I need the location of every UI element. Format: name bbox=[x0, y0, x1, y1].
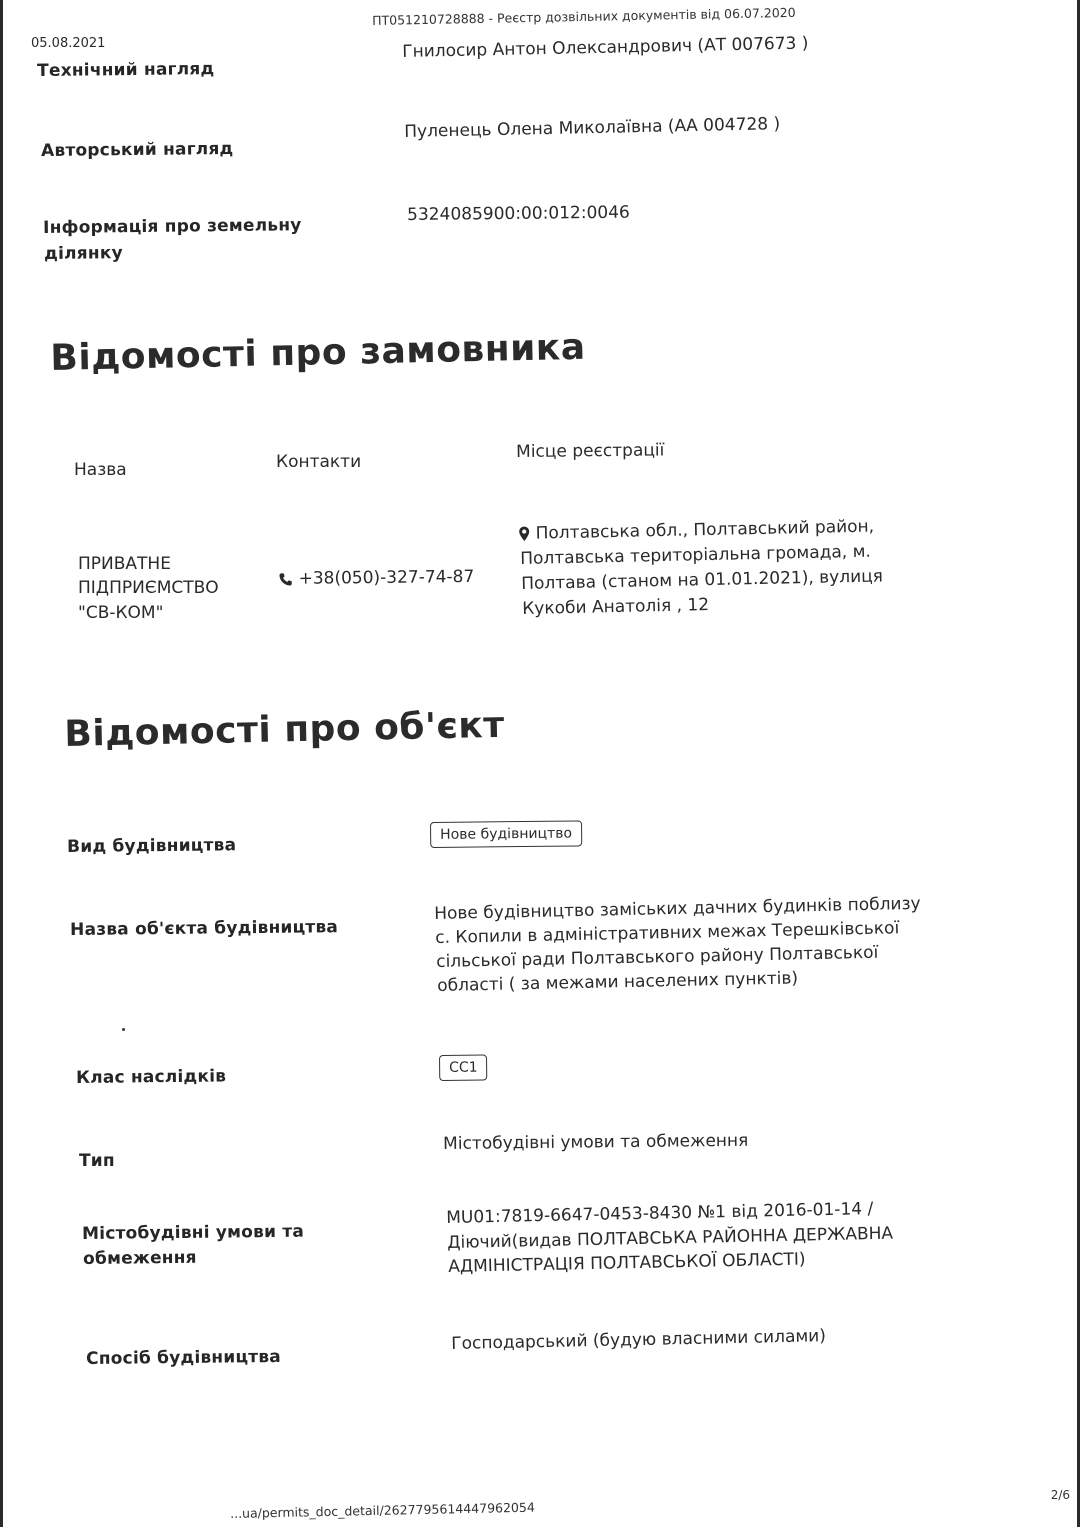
object-name-line3: сільської ради Полтавського району Полтавської bbox=[436, 942, 879, 972]
construction-type-badge: Нове будівництво bbox=[430, 820, 582, 848]
print-date: 05.08.2021 bbox=[31, 36, 106, 51]
object-name-line2: с. Копили в адміністративних межах Терешківської bbox=[435, 918, 900, 948]
object-name-label: Назва об'єкта будівництва bbox=[70, 917, 339, 940]
object-name-line1: Нове будівництво заміських дачних будинків поблизу bbox=[434, 893, 921, 924]
consequence-class-badge-wrap bbox=[439, 1054, 488, 1081]
urban-conditions-line2: Діючий(видав ПОЛТАВСЬКА РАЙОННА ДЕРЖАВНА bbox=[447, 1223, 894, 1253]
object-name-line4: області ( за межами населених пунктів) bbox=[437, 968, 799, 996]
phone-icon bbox=[278, 571, 293, 586]
customer-section-heading: Відомості про замовника bbox=[50, 326, 586, 379]
consequence-class-label: Клас наслідків bbox=[76, 1066, 227, 1088]
customer-address-line2: Полтавська територіальна громада, м. bbox=[520, 541, 872, 569]
customer-name-line2: ПІДПРИЄМСТВО bbox=[78, 578, 219, 598]
urban-conditions-line1: MU01:7819-6647-0453-8430 №1 від 2016-01-14 / bbox=[446, 1199, 874, 1228]
author-supervision-label: Авторський нагляд bbox=[41, 138, 234, 161]
customer-address-line4: Кукоби Анатолія , 12 bbox=[522, 595, 710, 619]
page-number: 2/6 bbox=[1050, 1488, 1070, 1502]
type-label: Тип bbox=[79, 1151, 115, 1171]
footer-url: ...ua/permits_doc_detail/2627795614447962054 bbox=[230, 1499, 535, 1521]
map-pin-icon bbox=[518, 526, 530, 542]
object-section-heading: Відомості про об'єкт bbox=[64, 704, 506, 755]
construction-type-label: Вид будівництва bbox=[67, 835, 237, 857]
type-value: Містобудівні умови та обмеження bbox=[443, 1130, 749, 1154]
land-plot-label-line1: Інформація про земельну bbox=[43, 215, 302, 238]
consequence-class-badge: СС1 bbox=[439, 1054, 488, 1081]
customer-phone-number: +38(050)-327-74-87 bbox=[298, 566, 475, 589]
customer-name-line1: ПРИВАТНЕ bbox=[78, 554, 171, 574]
scan-speck bbox=[122, 1028, 125, 1031]
customer-column-name: Назва bbox=[74, 460, 127, 480]
customer-phone bbox=[278, 565, 474, 591]
construction-type-badge-wrap bbox=[430, 820, 582, 848]
author-supervision-value: Пуленець Олена Миколаївна (АА 004728 ) bbox=[404, 114, 781, 142]
urban-conditions-label-line2: обмеження bbox=[83, 1247, 197, 1269]
customer-column-registration: Місце реєстрації bbox=[516, 440, 665, 462]
construction-method-label: Спосіб будівництва bbox=[86, 1346, 282, 1369]
land-plot-cadastral-number: 5324085900:00:012:0046 bbox=[407, 202, 630, 225]
scan-edge-left bbox=[0, 0, 3, 1527]
customer-address-text-line1: Полтавська обл., Полтавський район, bbox=[535, 516, 875, 544]
urban-conditions-label-line1: Містобудівні умови та bbox=[82, 1221, 305, 1244]
construction-method-value: Господарський (будую власними силами) bbox=[451, 1326, 827, 1354]
land-plot-label-line2: ділянку bbox=[44, 243, 123, 264]
urban-conditions-line3: АДМІНІСТРАЦІЯ ПОЛТАВСЬКОЇ ОБЛАСТІ) bbox=[448, 1249, 806, 1277]
registry-line: ПТ051210728888 - Реєстр дозвільних документів від 06.07.2020 bbox=[372, 4, 796, 28]
customer-name-line3: "СВ-КОМ" bbox=[78, 603, 164, 623]
customer-address-line3: Полтава (станом на 01.01.2021), вулиця bbox=[521, 566, 884, 594]
technical-supervision-label: Технічний нагляд bbox=[37, 59, 215, 81]
technical-supervision-value: Гнилосир Антон Олександрович (АТ 007673 ) bbox=[402, 33, 809, 62]
customer-column-contacts: Контакти bbox=[276, 452, 362, 472]
